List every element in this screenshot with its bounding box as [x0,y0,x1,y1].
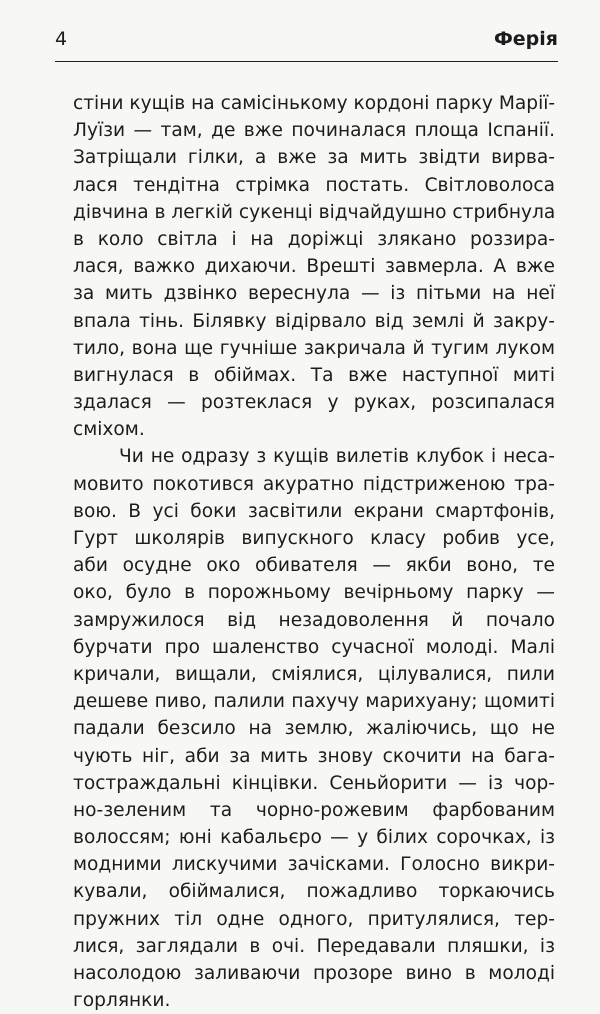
text-line: мовито покотився акуратно підстриженою тра- [73,473,555,495]
body-text [73,90,555,1014]
text-line: дешеве пиво, палили пахучу марихуану; щомиті [73,691,555,713]
text-line: насолодою заливаючи прозоре вино в молоді [73,963,555,984]
text-line: лися, заглядали в очі. Передавали пляшки, із [73,935,555,957]
text-line: но-зеленим та чорно-рожевим фарбованим [73,799,555,821]
text-line: бурчати про шаленство сучасної молоді. Малі [73,636,555,658]
text-line: лася, важко дихаючи. Врешті завмерла. А вже [73,256,555,278]
text-line: здалася — розтеклася у руках, розсипалася [73,392,555,414]
text-line: аби осудне око обивателя — якби воно, те [73,555,555,577]
running-title: Ферія [493,28,558,50]
text-line: модними лискучими зачісками. Голосно викри- [73,854,555,876]
text-line: лася тендітна стрімка постать. Світловолоса [73,174,555,196]
text-line: падали безсило на землю, жаліючись, що не [73,718,555,740]
page-header [55,22,558,62]
text-line: замружилося від незадоволення й почало [73,609,555,631]
text-line: за мить дзвінко вереснула — із пітьми на неї [73,283,555,305]
text-line: кричали, вищали, сміялися, цілувалися, пили [73,663,555,685]
text-line: чують ніг, аби за мить знову скочити на бага- [73,745,555,767]
text-line: впала тінь. Білявку відірвало від землі й закру- [73,310,555,332]
paragraph [73,443,555,1014]
text-line: пружних тіл одне одного, притулялися, тер- [73,908,555,930]
header-rule [55,61,558,62]
text-line: тило, вона ще гучніше закричала й тугим луком [73,337,555,359]
text-line: горлянки. [73,990,171,1012]
text-line: Чи не одразу з кущів вилетів клубок і неса- [119,446,555,468]
text-line: в коло світла і на доріжці злякано роззира- [73,228,555,250]
text-line: вою. В усі боки засвітили екрани смартфонів, [73,500,555,522]
text-line: Затріщали гілки, а вже за мить звідти вирва- [73,147,555,169]
text-line: стіни кущів на самісінькому кордоні парку Марії- [73,93,555,114]
page-number: 4 [55,28,68,50]
text-line: вигнулася в обіймах. Та вже наступної миті [73,364,555,386]
paragraph [73,90,555,443]
text-line: сміхом. [73,419,145,441]
text-line: волоссям; юні кабальєро — у білих сорочках, із [73,827,555,849]
text-line: дівчина в легкій сукенці відчайдушно стрибнула [73,201,555,223]
text-line: Луїзи — там, де вже починалася площа Іспанії. [73,120,555,142]
text-line: кували, обіймалися, пожадливо торкаючись [73,881,555,903]
text-line: Гурт школярів випускного класу робив усе, [73,528,555,549]
text-line: тостраждальні кінцівки. Сеньйорити — із чор- [73,772,555,794]
text-line: око, було в порожньому вечірньому парку — [73,582,555,604]
